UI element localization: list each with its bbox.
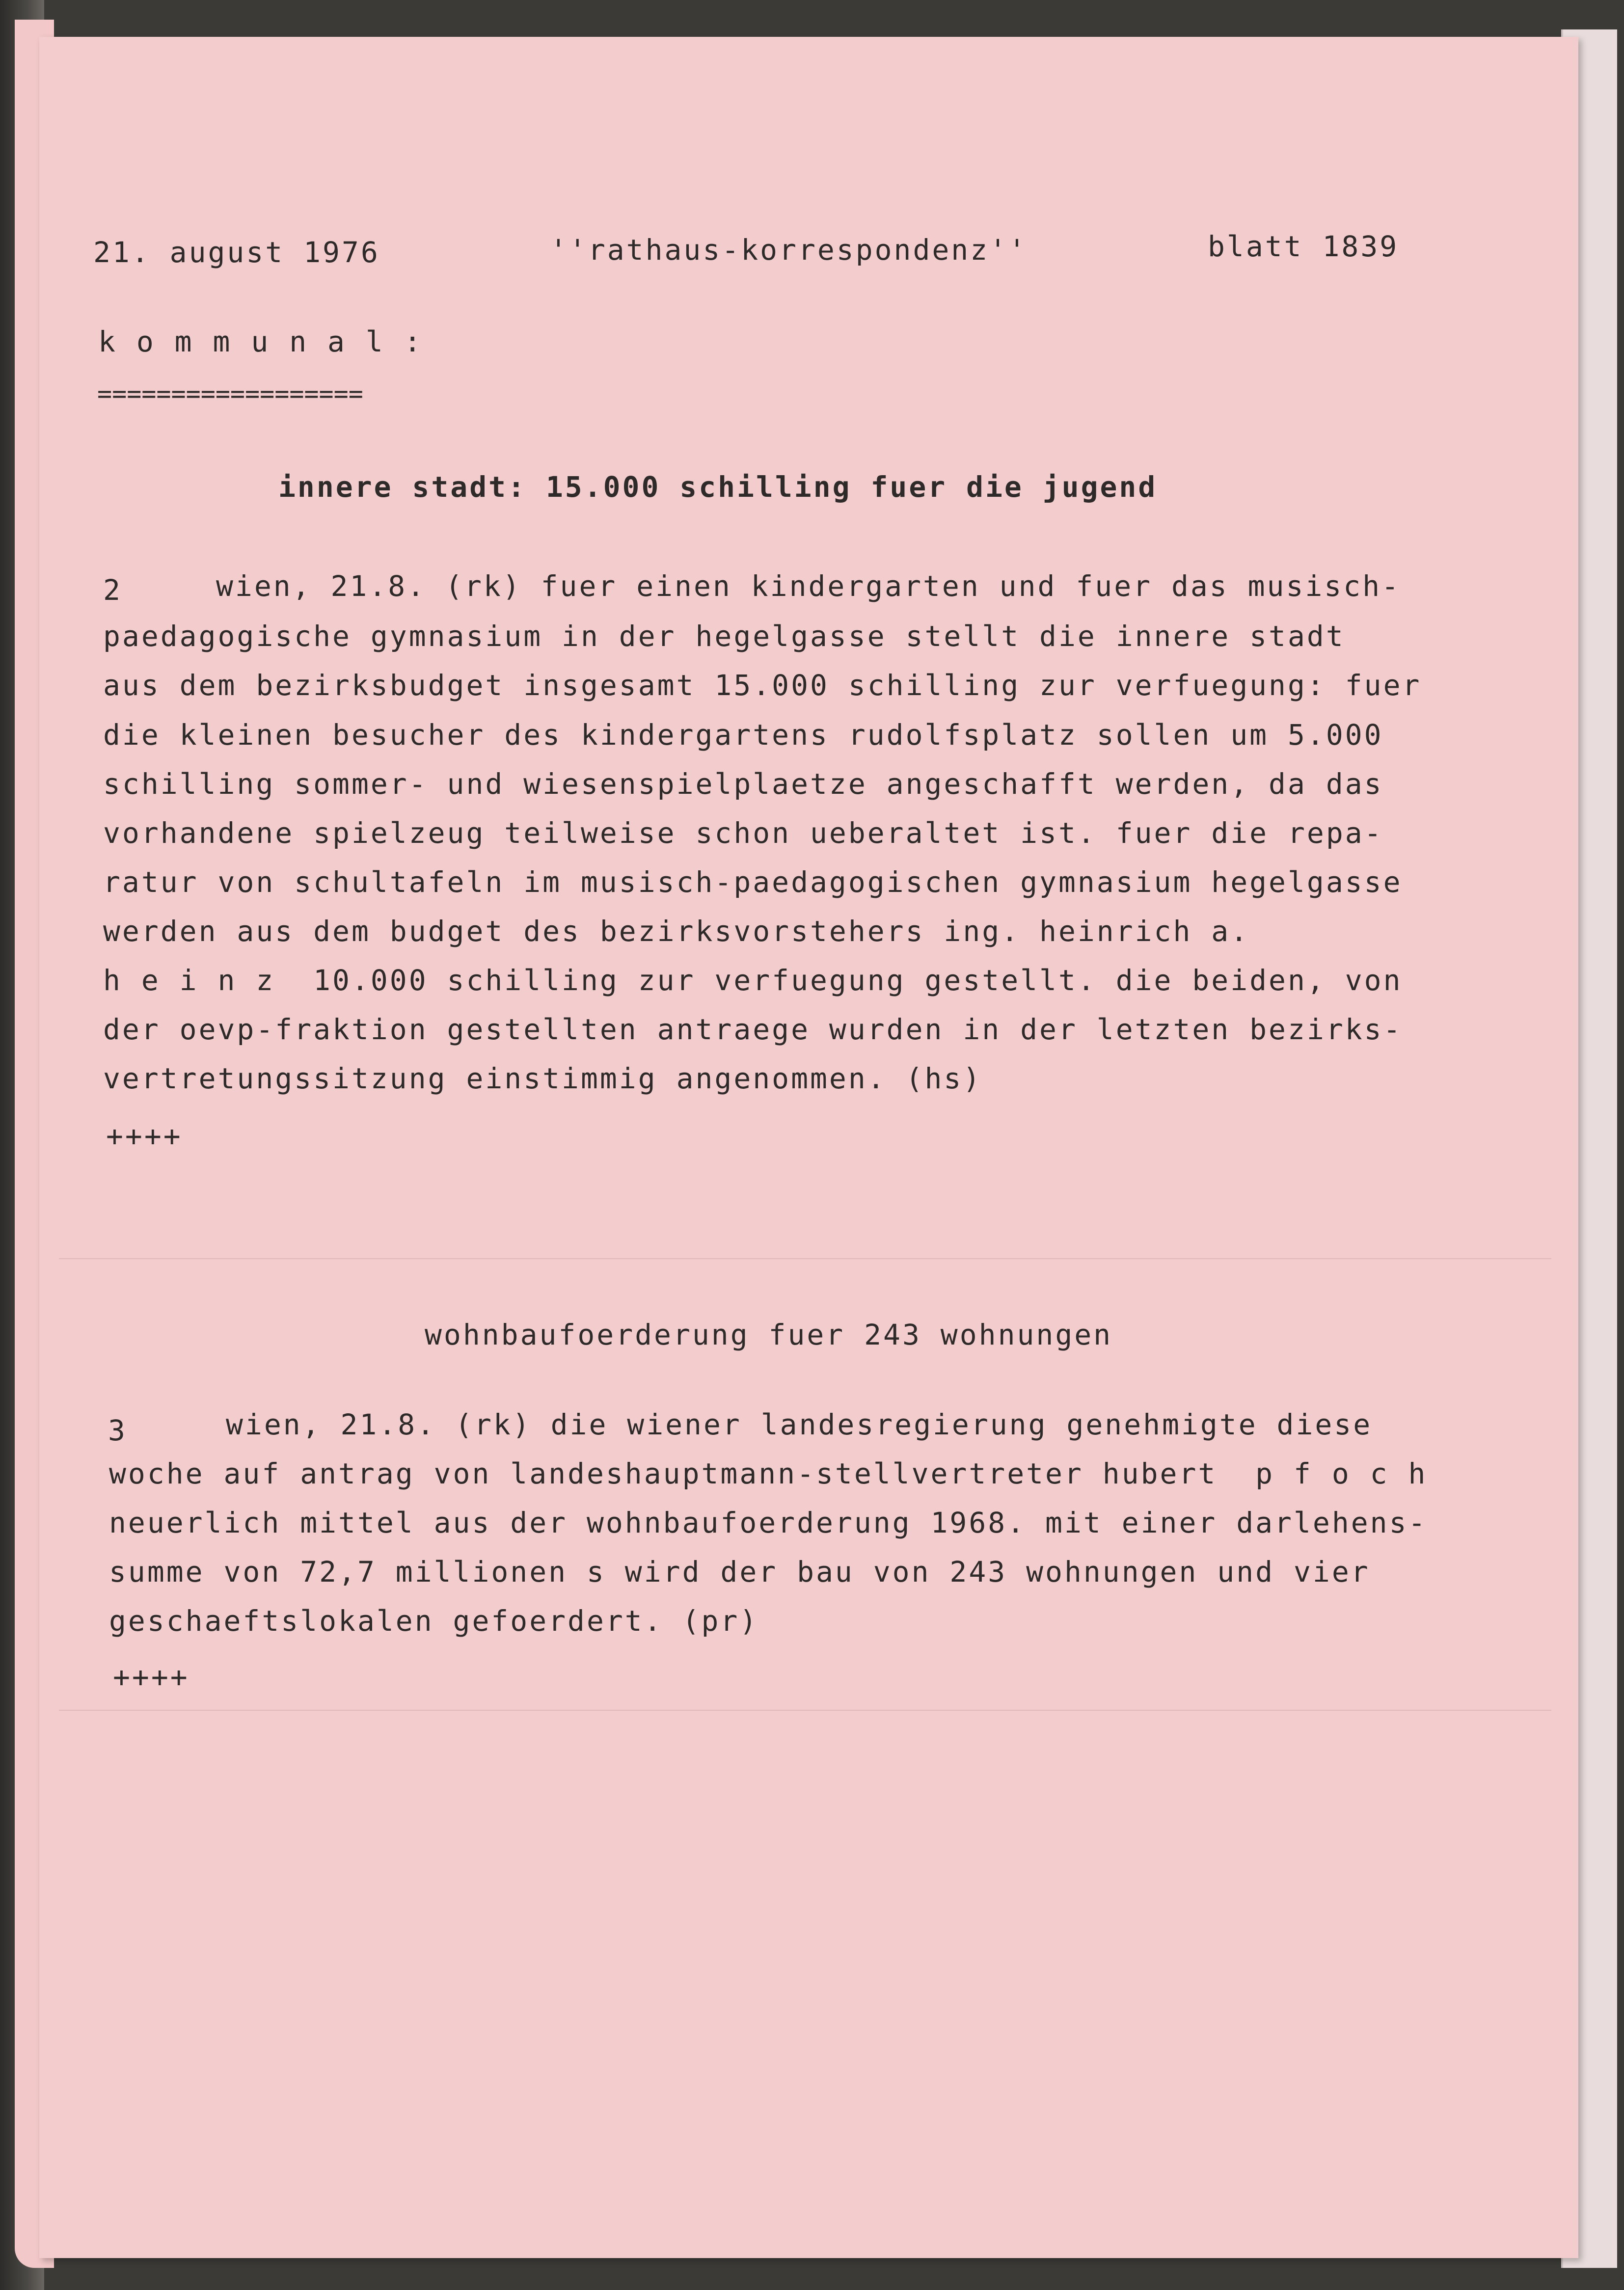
article-1-line: wien, 21.8. (rk) fuer einen kindergarten und fuer das musisch- — [216, 569, 1401, 603]
article-2-number: 3 — [108, 1414, 127, 1447]
article-2-line: woche auf antrag von landeshauptmann-stellvertreter hubert p f o c h — [109, 1457, 1428, 1490]
article-1-headline: innere stadt: 15.000 schilling fuer die jugend — [278, 470, 1158, 504]
article-2-line: summe von 72,7 millionen s wird der bau von 243 wohnungen und vier — [109, 1555, 1370, 1589]
article-1-line: werden aus dem budget des bezirksvorstehers ing. heinrich a. — [103, 915, 1250, 948]
faint-fold-line — [59, 1710, 1551, 1711]
article-1-line: vorhandene spielzeug teilweise schon ueberaltet ist. fuer die repa- — [103, 816, 1383, 850]
article-1-line: der oevp-fraktion gestellten antraege wurden in der letzten bezirks- — [103, 1013, 1403, 1046]
article-1-line: die kleinen besucher des kindergartens rudolfsplatz sollen um 5.000 — [103, 718, 1383, 752]
article-1-line: schilling sommer- und wiesenspielplaetze angeschafft werden, da das — [103, 767, 1383, 801]
article-1-line: aus dem bezirksbudget insgesamt 15.000 schilling zur verfuegung: fuer — [103, 669, 1422, 702]
article-2-line: geschaeftslokalen gefoerdert. (pr) — [109, 1604, 759, 1638]
header-date: 21. august 1976 — [93, 236, 380, 269]
article-1-line: ratur von schultafeln im musisch-paedagogischen gymnasium hegelgasse — [103, 865, 1403, 899]
header-publication: ''rathaus-korrespondenz'' — [550, 233, 1028, 267]
header-sheet-number: blatt 1839 — [1208, 230, 1399, 263]
section-underline: ================== — [97, 379, 363, 408]
faint-fold-line — [59, 1258, 1551, 1259]
article-1-number: 2 — [103, 573, 122, 607]
article-1-line: vertretungssitzung einstimmig angenommen. (hs) — [103, 1062, 982, 1095]
article-1-end-mark: ++++ — [106, 1119, 183, 1153]
article-2-line: neuerlich mittel aus der wohnbaufoerderung 1968. mit einer darlehens- — [109, 1506, 1428, 1539]
section-title: k o m m u n a l : — [98, 325, 423, 358]
article-1-line: paedagogische gymnasium in der hegelgasse stellt die innere stadt — [103, 620, 1345, 653]
document-page — [39, 37, 1578, 2258]
article-2-end-mark: ++++ — [113, 1660, 189, 1694]
article-2-headline: wohnbaufoerderung fuer 243 wohnungen — [425, 1318, 1113, 1351]
article-2-line: wien, 21.8. (rk) die wiener landesregierung genehmigte diese — [226, 1408, 1373, 1441]
article-1-line: h e i n z 10.000 schilling zur verfuegung gestellt. die beiden, von — [103, 964, 1403, 997]
